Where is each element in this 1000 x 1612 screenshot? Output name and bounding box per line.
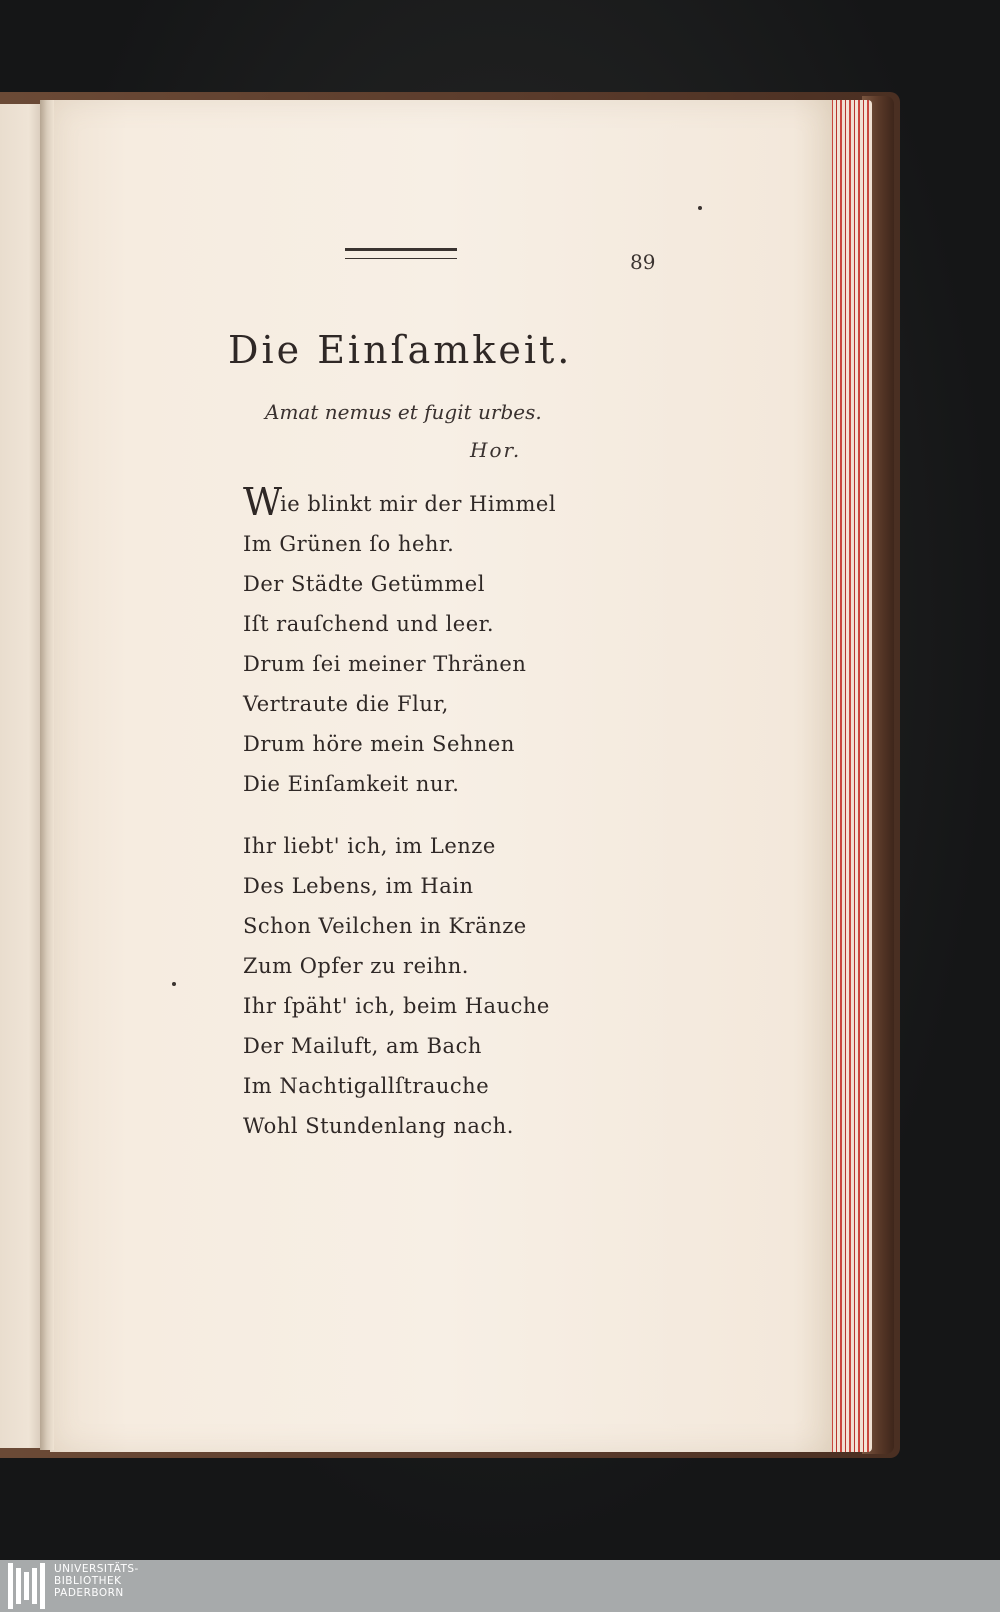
poem-line: Des Lebens, im Hain	[243, 874, 474, 898]
poem-line: Ihr ſpäht' ich, beim Hauche	[243, 994, 550, 1018]
library-name-line: UNIVERSITÄTS-	[54, 1563, 139, 1575]
book-gutter	[40, 100, 54, 1450]
motto-source: Hor.	[470, 438, 522, 462]
poem-title: Die Einſamkeit.	[228, 328, 573, 372]
header-rule	[345, 248, 457, 259]
poem-line: Schon Veilchen in Kränze	[243, 914, 527, 938]
poem-line: Im Grünen ſo hehr.	[243, 532, 455, 556]
poem-line: Vertraute die Flur,	[243, 692, 449, 716]
poem-line: Die Einſamkeit nur.	[243, 772, 460, 796]
poem-line-text: ie blinkt mir der Himmel	[280, 492, 557, 516]
poem-line: Der Mailuft, am Bach	[243, 1034, 482, 1058]
library-name-line: PADERBORN	[54, 1587, 124, 1599]
poem-line: Ihr liebt' ich, im Lenze	[243, 834, 496, 858]
page-stack-fore-edge	[828, 100, 872, 1452]
stanza-2	[243, 826, 550, 1146]
library-logo-icon	[6, 1563, 50, 1609]
print-speck	[698, 206, 702, 210]
footer-bar	[0, 1560, 1000, 1612]
poem-motto: Amat nemus et fugit urbes.	[265, 400, 542, 424]
page-number: 89	[630, 250, 656, 274]
poem-line: Zum Opfer zu reihn.	[243, 954, 469, 978]
poem-line: Iſt rauſchend und leer.	[243, 612, 495, 636]
stanza-1	[243, 480, 557, 804]
print-speck	[172, 982, 176, 986]
book-page	[50, 100, 832, 1452]
library-name	[54, 1563, 139, 1599]
library-name-line: BIBLIOTHEK	[54, 1575, 122, 1587]
poem-line: Der Städte Getümmel	[243, 572, 485, 596]
poem-line: Drum ſei meiner Thränen	[243, 652, 527, 676]
poem-line: Drum höre mein Sehnen	[243, 732, 515, 756]
poem-line: Wohl Stundenlang nach.	[243, 1114, 514, 1138]
poem-line	[243, 480, 557, 524]
drop-cap: W	[243, 480, 281, 524]
poem-line: Im Nachtigallſtrauche	[243, 1074, 490, 1098]
